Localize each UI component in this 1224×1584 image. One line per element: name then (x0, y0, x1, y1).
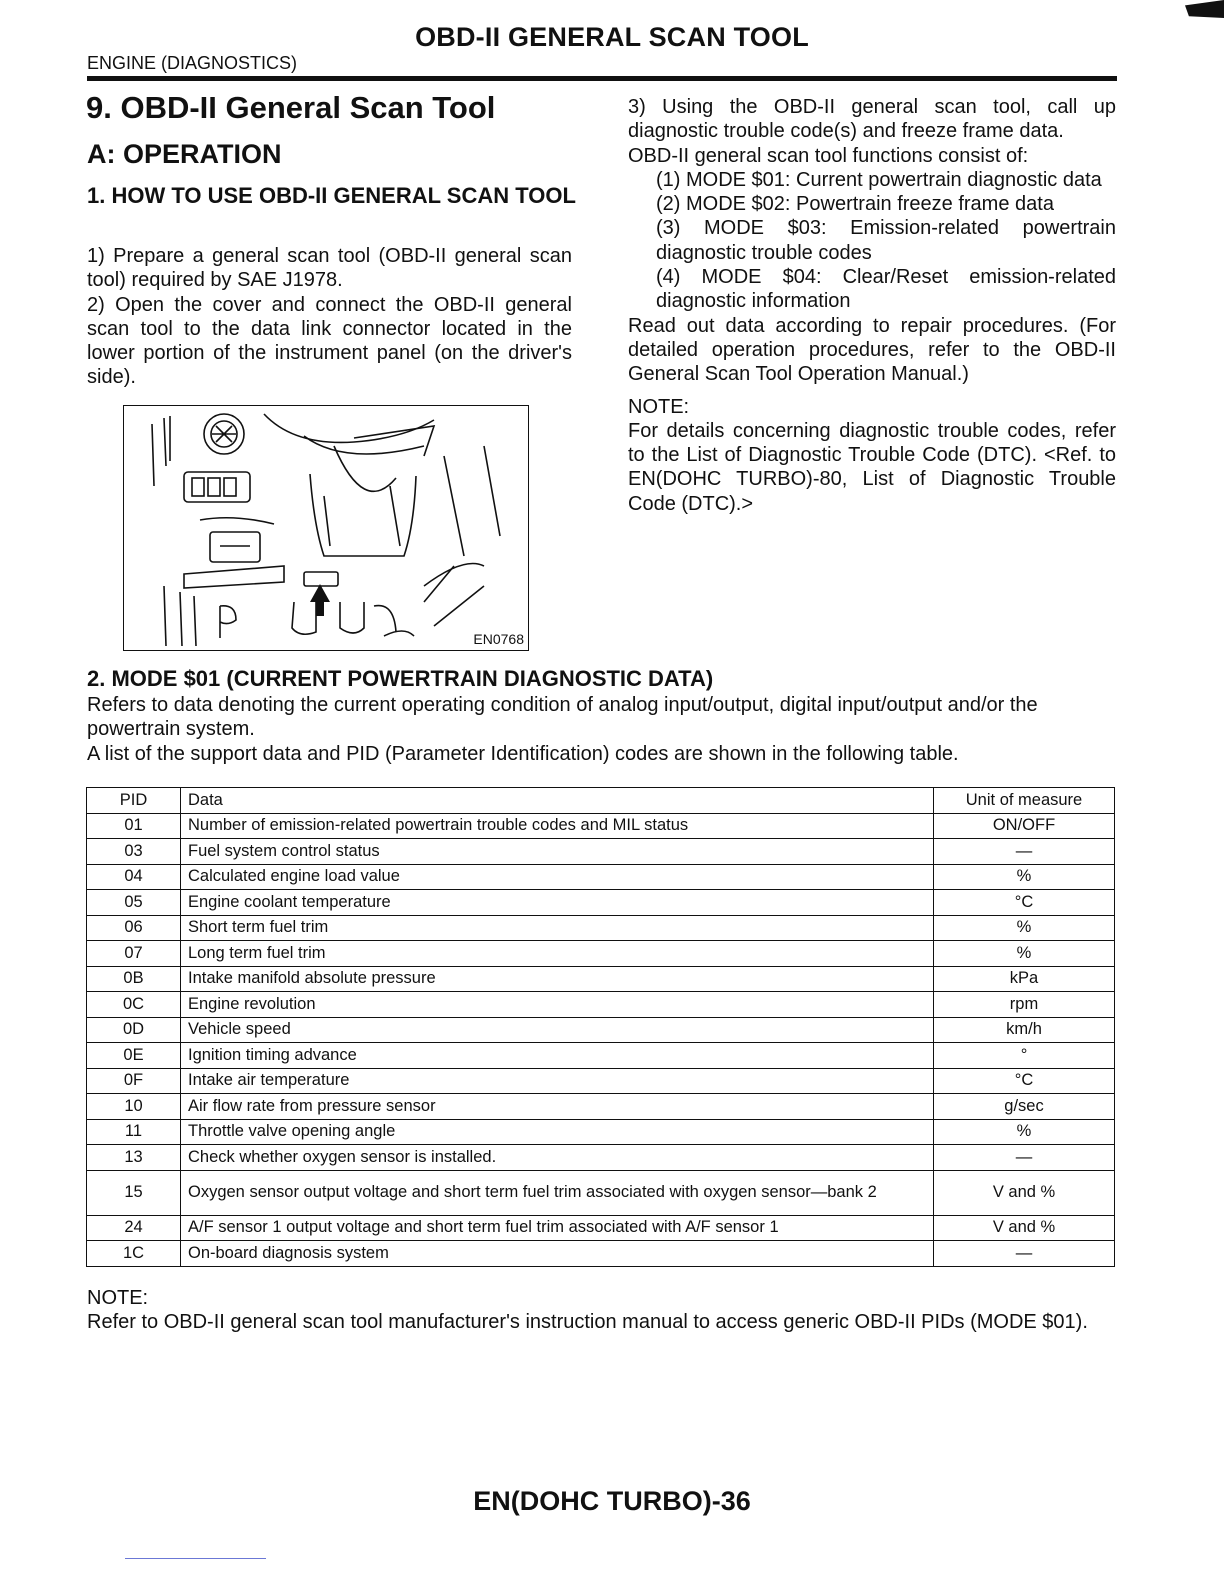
step-2: 2) Open the cover and connect the OBD-II general scan tool to the data link connector located in the lower portion of the instrument panel (on the driver's side). (87, 293, 572, 389)
unit-cell: % (934, 941, 1115, 967)
pid-cell: 0C (87, 992, 181, 1018)
unit-cell: % (934, 915, 1115, 941)
header-rule (87, 76, 1117, 81)
pid-cell: 13 (87, 1145, 181, 1171)
header-data: Data (181, 788, 934, 814)
unit-cell: ° (934, 1043, 1115, 1069)
header-pid: PID (87, 788, 181, 814)
unit-cell: °C (934, 1068, 1115, 1094)
footer-underline (125, 1558, 266, 1559)
data-cell: Engine revolution (181, 992, 934, 1018)
unit-cell: % (934, 864, 1115, 890)
data-cell: Long term fuel trim (181, 941, 934, 967)
dashboard-illustration (124, 406, 530, 652)
table-row (87, 1215, 1115, 1241)
step-1: 1) Prepare a general scan tool (OBD-II general scan tool) required by SAE J1978. (87, 245, 572, 292)
mode01-intro (87, 693, 1117, 766)
pid-cell: 07 (87, 941, 181, 967)
pid-cell: 1C (87, 1241, 181, 1267)
unit-cell: kPa (934, 966, 1115, 992)
page-footer: EN(DOHC TURBO)-36 (473, 1486, 751, 1516)
unit-cell: °C (934, 890, 1115, 916)
table-row (87, 813, 1115, 839)
data-cell: Intake manifold absolute pressure (181, 966, 934, 992)
table-row (87, 1241, 1115, 1267)
pid-cell: 06 (87, 915, 181, 941)
left-column-text (87, 244, 572, 390)
pid-cell: 15 (87, 1170, 181, 1215)
unit-cell: — (934, 1145, 1115, 1171)
data-cell: Fuel system control status (181, 839, 934, 865)
unit-cell: km/h (934, 1017, 1115, 1043)
unit-cell: ON/OFF (934, 813, 1115, 839)
header-unit: Unit of measure (934, 788, 1115, 814)
data-cell: Air flow rate from pressure sensor (181, 1094, 934, 1120)
unit-cell: — (934, 1241, 1115, 1267)
data-cell: Calculated engine load value (181, 864, 934, 890)
table-row (87, 915, 1115, 941)
note-label: NOTE: (628, 395, 690, 418)
unit-cell: rpm (934, 992, 1115, 1018)
operation-heading: A: OPERATION (87, 139, 282, 169)
mode01-heading: 2. MODE $01 (CURRENT POWERTRAIN DIAGNOSTIC DATA) (87, 666, 714, 691)
table-row (87, 1017, 1115, 1043)
data-cell: A/F sensor 1 output voltage and short term fuel trim associated with A/F sensor 1 (181, 1215, 934, 1241)
data-cell: Short term fuel trim (181, 915, 934, 941)
unit-cell: V and % (934, 1170, 1115, 1215)
table-row (87, 941, 1115, 967)
page-title: OBD-II GENERAL SCAN TOOL (415, 22, 809, 52)
pid-cell: 11 (87, 1119, 181, 1145)
table-row (87, 1119, 1115, 1145)
data-cell: On-board diagnosis system (181, 1241, 934, 1267)
table-row (87, 839, 1115, 865)
arrow-icon (310, 584, 330, 616)
mode01-intro-2: A list of the support data and PID (Parameter Identification) codes are shown in the following table. (87, 742, 959, 765)
note-text: For details concerning diagnostic trouble codes, refer to the List of Diagnostic Trouble Code (DTC). <Ref. to EN(DOHC TURBO)-80, List of Diagnostic Trouble Code (DTC).> (628, 419, 1116, 515)
mode-04-item: (4) MODE $04: Clear/Reset emission-related diagnostic information (656, 266, 1116, 313)
data-cell: Oxygen sensor output voltage and short term fuel trim associated with oxygen sensor—bank 2 (181, 1170, 934, 1215)
mode-02-item: (2) MODE $02: Powertrain freeze frame data (656, 193, 1054, 216)
mode01-intro-1: Refers to data denoting the current operating condition of analog input/output, digital input/output and/or the powertrain system. (87, 694, 1038, 741)
pid-cell: 0D (87, 1017, 181, 1043)
bottom-note-text: Refer to OBD-II general scan tool manufacturer's instruction manual to access generic OBD-II PIDs (MODE $01). (87, 1311, 1088, 1334)
how-to-use-heading: 1. HOW TO USE OBD-II GENERAL SCAN TOOL (87, 183, 576, 208)
data-cell: Vehicle speed (181, 1017, 934, 1043)
table-row (87, 1170, 1115, 1215)
unit-cell: g/sec (934, 1094, 1115, 1120)
table-row (87, 1094, 1115, 1120)
unit-cell: V and % (934, 1215, 1115, 1241)
data-cell: Intake air temperature (181, 1068, 934, 1094)
figure-code: EN0768 (473, 631, 524, 647)
section-label: ENGINE (DIAGNOSTICS) (87, 53, 298, 73)
pid-cell: 04 (87, 864, 181, 890)
table-row (87, 1043, 1115, 1069)
data-cell: Ignition timing advance (181, 1043, 934, 1069)
pid-cell: 05 (87, 890, 181, 916)
data-cell: Throttle valve opening angle (181, 1119, 934, 1145)
table-row (87, 864, 1115, 890)
functions-intro: OBD-II general scan tool functions consist of: (628, 144, 1029, 167)
right-column-text (628, 95, 1116, 516)
table-header-row (87, 788, 1115, 814)
table-row (87, 992, 1115, 1018)
pid-cell: 01 (87, 813, 181, 839)
table-row (87, 1145, 1115, 1171)
data-cell: Engine coolant temperature (181, 890, 934, 916)
readout-text: Read out data according to repair procedures. (For detailed operation procedures, refer to the OBD-II General Scan Tool Operation Manual.) (628, 314, 1116, 386)
unit-cell: % (934, 1119, 1115, 1145)
pid-cell: 24 (87, 1215, 181, 1241)
bottom-note (87, 1286, 1117, 1335)
pid-table (86, 787, 1115, 1267)
connector-location-figure (123, 405, 529, 651)
bottom-note-label: NOTE: (87, 1287, 149, 1309)
table-row (87, 1068, 1115, 1094)
unit-cell: — (934, 839, 1115, 865)
pid-cell: 0F (87, 1068, 181, 1094)
pid-cell: 03 (87, 839, 181, 865)
data-cell: Number of emission-related powertrain trouble codes and MIL status (181, 813, 934, 839)
step-3: 3) Using the OBD-II general scan tool, call up diagnostic trouble code(s) and freeze frame data. (628, 96, 1116, 143)
pid-cell: 0E (87, 1043, 181, 1069)
mode-03-item: (3) MODE $03: Emission-related powertrain diagnostic trouble codes (656, 217, 1116, 264)
mode-01-item: (1) MODE $01: Current powertrain diagnostic data (656, 168, 1102, 191)
corner-tab-mark (1185, 0, 1224, 18)
data-cell: Check whether oxygen sensor is installed. (181, 1145, 934, 1171)
chapter-heading: 9. OBD-II General Scan Tool (86, 90, 496, 125)
pid-cell: 0B (87, 966, 181, 992)
table-row (87, 966, 1115, 992)
pid-cell: 10 (87, 1094, 181, 1120)
table-row (87, 890, 1115, 916)
